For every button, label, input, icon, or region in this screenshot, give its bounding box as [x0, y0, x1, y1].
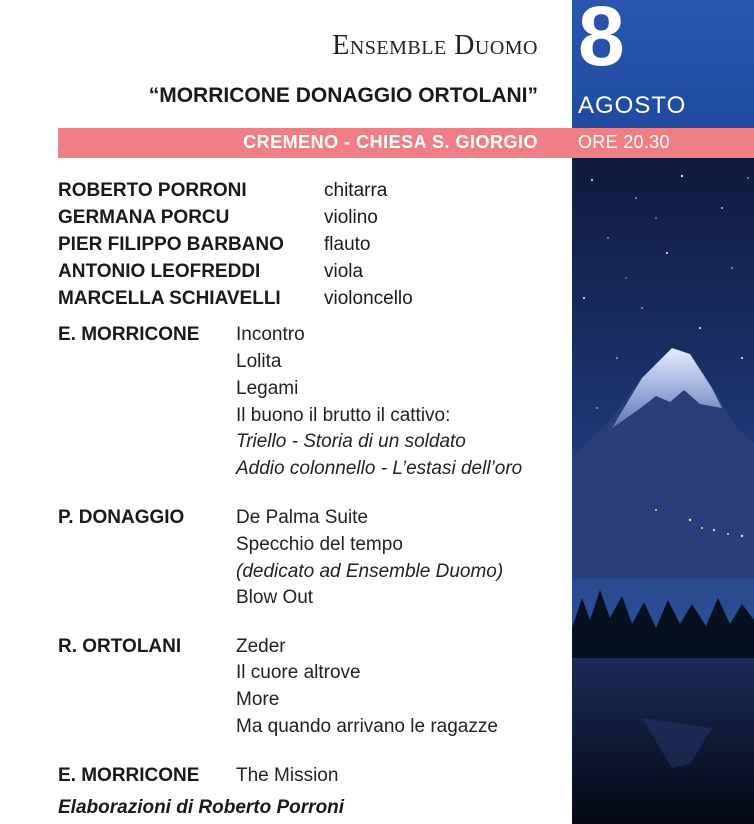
performer-name: GERMANA PORCU — [58, 207, 230, 228]
performer-instrument: viola — [324, 261, 364, 282]
piece-title: De Palma Suite — [236, 507, 369, 528]
piece-title: Blow Out — [236, 587, 314, 608]
performer-name: ROBERTO PORRONI — [58, 180, 247, 201]
piece-title: The Mission — [236, 765, 339, 786]
piece-subtitle: Addio colonnello - L’estasi dell’oro — [236, 458, 523, 479]
piece-title: Ma quando arrivano le ragazze — [236, 716, 498, 737]
composer-name: E. MORRICONE — [58, 324, 200, 345]
composer-name: R. ORTOLANI — [58, 636, 182, 657]
performer-name: ANTONIO LEOFREDDI — [58, 261, 261, 282]
performer-instrument: chitarra — [324, 180, 388, 201]
night-mountain-image — [572, 158, 754, 824]
performer-instrument: flauto — [324, 234, 371, 255]
piece-title: More — [236, 689, 280, 710]
piece-title: Specchio del tempo — [236, 534, 403, 555]
performer-name: MARCELLA SCHIAVELLI — [58, 288, 281, 309]
piece-title: Zeder — [236, 636, 286, 657]
piece-title: Il cuore altrove — [236, 662, 361, 683]
piece-title: Legami — [236, 378, 299, 399]
concert-day: 8 — [578, 0, 625, 83]
piece-subtitle: Triello - Storia di un soldato — [236, 431, 466, 452]
piece-title: Lolita — [236, 351, 282, 372]
composer-name: P. DONAGGIO — [58, 507, 185, 528]
arrangement-credit: Elaborazioni di Roberto Porroni — [58, 797, 345, 818]
composer-name: E. MORRICONE — [58, 765, 200, 786]
time-label: ORE 20.30 — [578, 132, 670, 152]
piece-title: Incontro — [236, 324, 305, 345]
venue-label: CREMENO - CHIESA S. GIORGIO — [243, 132, 538, 152]
performer-instrument: violino — [324, 207, 378, 228]
performer-instrument: violoncello — [324, 288, 413, 309]
piece-dedication: (dedicato ad Ensemble Duomo) — [236, 561, 504, 582]
performer-name: PIER FILIPPO BARBANO — [58, 234, 284, 255]
piece-title: Il buono il brutto il cattivo: — [236, 405, 451, 426]
ensemble-title: Ensemble Duomo — [332, 30, 538, 61]
concert-month: AGOSTO — [578, 92, 687, 119]
concert-subtitle: “MORRICONE DONAGGIO ORTOLANI” — [148, 84, 538, 107]
